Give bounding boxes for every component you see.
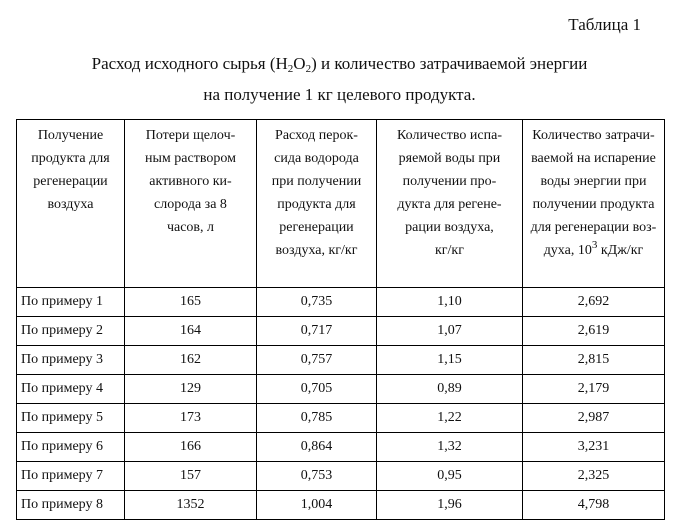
row-label-cell: По примеру 1 [17,288,125,317]
header-line: воздуха, кг/кг [275,243,358,258]
header-line: Получение [37,128,104,143]
header-line: продукта для [31,151,110,166]
data-table [16,119,665,520]
header-line: регенерации [279,220,354,235]
table-row [17,462,665,491]
header-cell [377,120,523,288]
value-cell: 1352 [125,491,257,520]
title-line-2: на получение 1 кг целевого продукта. [203,85,476,104]
header-line [525,239,662,262]
table-row [17,346,665,375]
value-cell: 166 [125,433,257,462]
value-cell: 0,705 [257,375,377,404]
table-row [17,433,665,462]
header-line: дукта для регене- [397,197,502,212]
header-unit-text: духа, 10 [543,243,592,258]
header-cell [257,120,377,288]
value-cell: 1,07 [377,317,523,346]
header-line: ряемой воды при [398,151,501,166]
value-cell: 0,785 [257,404,377,433]
value-cell: 2,815 [523,346,665,375]
header-line: для регенерации воз- [530,220,657,235]
row-label-cell: По примеру 4 [17,375,125,404]
value-cell: 0,717 [257,317,377,346]
header-cell [523,120,665,288]
table-row [17,375,665,404]
value-cell: 1,32 [377,433,523,462]
title-text-b: O [293,54,306,73]
header-line: сида водорода [274,151,359,166]
table-row [17,317,665,346]
header-line: слорода за 8 [154,197,227,212]
value-cell: 164 [125,317,257,346]
table-title [0,48,679,110]
header-cell [125,120,257,288]
value-cell: 173 [125,404,257,433]
table-row [17,404,665,433]
value-cell: 0,735 [257,288,377,317]
header-line: воды энергии при [540,174,647,189]
value-cell: 165 [125,288,257,317]
header-line: воздуха [47,197,94,212]
header-line: активного ки- [149,174,232,189]
value-cell: 0,864 [257,433,377,462]
value-cell: 0,95 [377,462,523,491]
value-cell: 1,22 [377,404,523,433]
title-subscript-1: 2 [287,63,294,75]
header-line: получении про- [402,174,497,189]
table-number-label: Таблица 1 [568,15,641,34]
table-row [17,491,665,520]
row-label-cell: По примеру 5 [17,404,125,433]
header-line: Расход перок- [275,128,358,143]
value-cell: 1,004 [257,491,377,520]
header-cell [17,120,125,288]
value-cell: 129 [125,375,257,404]
title-text-a: Расход исходного сырья (H [91,54,288,73]
header-line: Потери щелоч- [145,128,236,143]
header-line: часов, л [166,220,215,235]
table-row [17,288,665,317]
header-line: получении продукта [532,197,655,212]
row-label-cell: По примеру 2 [17,317,125,346]
value-cell: 2,325 [523,462,665,491]
value-cell: 157 [125,462,257,491]
value-cell: 2,987 [523,404,665,433]
value-cell: 2,179 [523,375,665,404]
row-label-cell: По примеру 7 [17,462,125,491]
header-line: рации воздуха, [405,220,494,235]
title-text-c: ) и количество затрачиваемой энергии [311,54,588,73]
header-line: Количество затрачи- [532,128,655,143]
header-line: продукта для [277,197,356,212]
row-label-cell: По примеру 8 [17,491,125,520]
value-cell: 1,96 [377,491,523,520]
title-line-1 [0,48,679,79]
row-label-cell: По примеру 6 [17,433,125,462]
value-cell: 162 [125,346,257,375]
header-line: кг/кг [435,243,464,258]
value-cell: 4,798 [523,491,665,520]
value-cell: 1,10 [377,288,523,317]
title-subscript-2: 2 [305,63,312,75]
value-cell: 2,619 [523,317,665,346]
header-line: Количество испа- [397,128,502,143]
header-line: ваемой на испарение [531,151,656,166]
value-cell: 0,89 [377,375,523,404]
header-line: при получении [271,174,362,189]
header-row [17,120,665,288]
header-line: регенерации [33,174,108,189]
value-cell: 0,753 [257,462,377,491]
header-unit-exponent: 3 [591,239,598,251]
header-line: ным раствором [145,151,236,166]
value-cell: 3,231 [523,433,665,462]
value-cell: 2,692 [523,288,665,317]
value-cell: 0,757 [257,346,377,375]
header-unit-text: кДж/кг [597,243,644,258]
value-cell: 1,15 [377,346,523,375]
row-label-cell: По примеру 3 [17,346,125,375]
